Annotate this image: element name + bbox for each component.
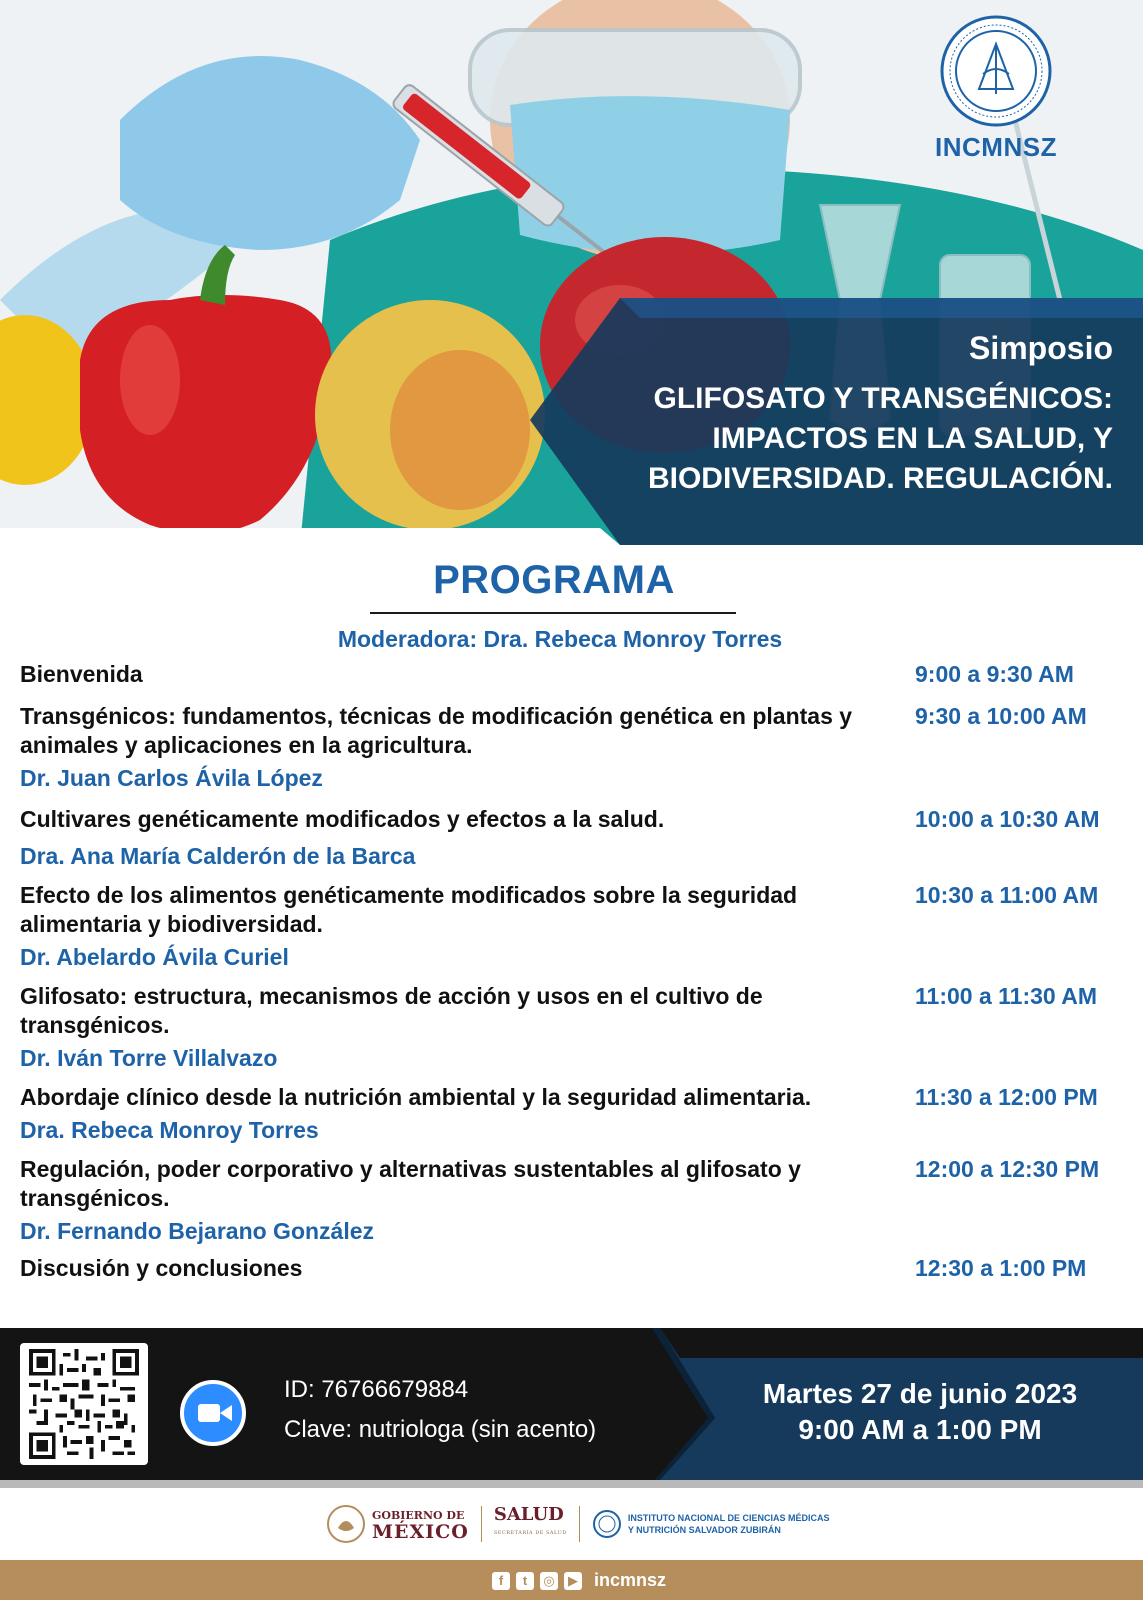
zoom-icon[interactable] (180, 1380, 246, 1446)
session-row (20, 1254, 1140, 1283)
session-speaker: Dra. Ana María Calderón de la Barca (20, 843, 416, 869)
gob-line2: MÉXICO (372, 1521, 469, 1543)
session-title: Transgénicos: fundamentos, técnicas de modificación genética en plantas y animales y aplicaciones en la agricultura. (20, 703, 853, 758)
hero-banner (0, 0, 1143, 545)
session-title: Abordaje clínico desde la nutrición ambiental y la seguridad alimentaria. (20, 1084, 812, 1110)
meeting-band (0, 1328, 1143, 1480)
logo-acronym: INCMNSZ (935, 132, 1057, 162)
session-row (20, 1155, 1140, 1246)
program-divider (370, 612, 736, 614)
institute-line: Y NUTRICIÓN SALVADOR ZUBIRÁN (627, 1525, 781, 1535)
meeting-id: ID: 76766679884 (284, 1376, 469, 1403)
twitter-icon[interactable]: t (516, 1572, 534, 1590)
event-title-line: GLIFOSATO Y TRANSGÉNICOS: (653, 382, 1113, 415)
session-speaker: Dra. Rebeca Monroy Torres (20, 1117, 319, 1143)
session-title: Regulación, poder corporativo y alternativas sustentables al glifosato y transgénicos. (20, 1156, 801, 1211)
session-speaker: Dr. Abelardo Ávila Curiel (20, 944, 289, 970)
event-title-line: IMPACTOS EN LA SALUD, Y (712, 422, 1113, 455)
session-row (20, 805, 1140, 871)
event-title-block (553, 330, 1113, 499)
session-time: 11:00 a 11:30 AM (915, 983, 1097, 1009)
event-date: Martes 27 de junio 2023 (762, 1378, 1078, 1409)
session-title: Cultivares genéticamente modificados y efectos a la salud. (20, 806, 665, 832)
institute-small-seal-icon (592, 1509, 622, 1539)
salud-label: SALUD (493, 1504, 564, 1525)
event-title (553, 379, 1113, 499)
institute-name (628, 1512, 830, 1536)
logo-separator (481, 1506, 482, 1542)
session-speaker: Dr. Fernando Bejarano González (20, 1218, 375, 1244)
session-time: 10:30 a 11:00 AM (915, 882, 1099, 908)
instagram-icon[interactable]: ◎ (540, 1572, 558, 1590)
session-time: 11:30 a 12:00 PM (915, 1084, 1098, 1110)
logo-separator (579, 1506, 580, 1542)
institute-seal-icon (939, 14, 1053, 128)
program-heading: PROGRAMA (433, 558, 675, 602)
session-time: 10:00 a 10:30 AM (915, 806, 1100, 832)
session-speaker: Dr. Iván Torre Villalvazo (20, 1045, 278, 1071)
qr-code-icon (26, 1349, 142, 1459)
incmnsz-logo (931, 14, 1061, 163)
facebook-icon[interactable]: f (492, 1572, 510, 1590)
session-time: 12:00 a 12:30 PM (915, 1156, 1100, 1182)
session-row (20, 1083, 1140, 1145)
social-handle[interactable]: incmnsz (594, 1570, 667, 1590)
institute-line: INSTITUTO NACIONAL DE CIENCIAS MÉDICAS (627, 1513, 830, 1523)
session-row (20, 881, 1140, 972)
zoom-camera-body (198, 1404, 220, 1422)
event-time: 9:00 AM a 1:00 PM (798, 1414, 1042, 1445)
session-title: Glifosato: estructura, mecanismos de acción y usos en el cultivo de transgénicos. (20, 983, 763, 1038)
youtube-icon[interactable]: ▶ (564, 1572, 582, 1590)
event-kicker: Simposio (968, 330, 1113, 366)
session-speaker: Dr. Juan Carlos Ávila López (20, 765, 323, 791)
salud-logo (494, 1506, 567, 1542)
gob-line1: GOBIERNO DE (372, 1509, 465, 1522)
divider-strip (0, 1480, 1143, 1488)
event-title-line: BIODIVERSIDAD. REGULACIÓN. (647, 462, 1113, 495)
zoom-camera-lens (220, 1405, 232, 1421)
social-bar (0, 1560, 1143, 1600)
session-row (20, 982, 1140, 1073)
gobierno-mexico-logo (372, 1508, 469, 1543)
meeting-password: Clave: nutriologa (sin acento) (284, 1416, 597, 1443)
session-title: Discusión y conclusiones (20, 1255, 303, 1281)
session-row (20, 660, 1140, 689)
qr-code[interactable] (20, 1343, 148, 1465)
session-row (20, 702, 1140, 793)
government-logos (0, 1488, 1143, 1560)
session-time: 9:00 a 9:30 AM (915, 661, 1074, 687)
session-title: Efecto de los alimentos genéticamente modificados sobre la seguridad alimentaria y biodiversidad. (20, 882, 798, 937)
mexico-shield-icon (326, 1504, 366, 1544)
moderator: Moderadora: Dra. Rebeca Monroy Torres (337, 626, 783, 652)
session-list (20, 660, 1140, 1283)
session-time: 12:30 a 1:00 PM (915, 1255, 1087, 1281)
salud-sublabel: SECRETARÍA DE SALUD (493, 1530, 567, 1536)
session-title: Bienvenida (20, 661, 143, 687)
session-time: 9:30 a 10:00 AM (915, 703, 1087, 729)
